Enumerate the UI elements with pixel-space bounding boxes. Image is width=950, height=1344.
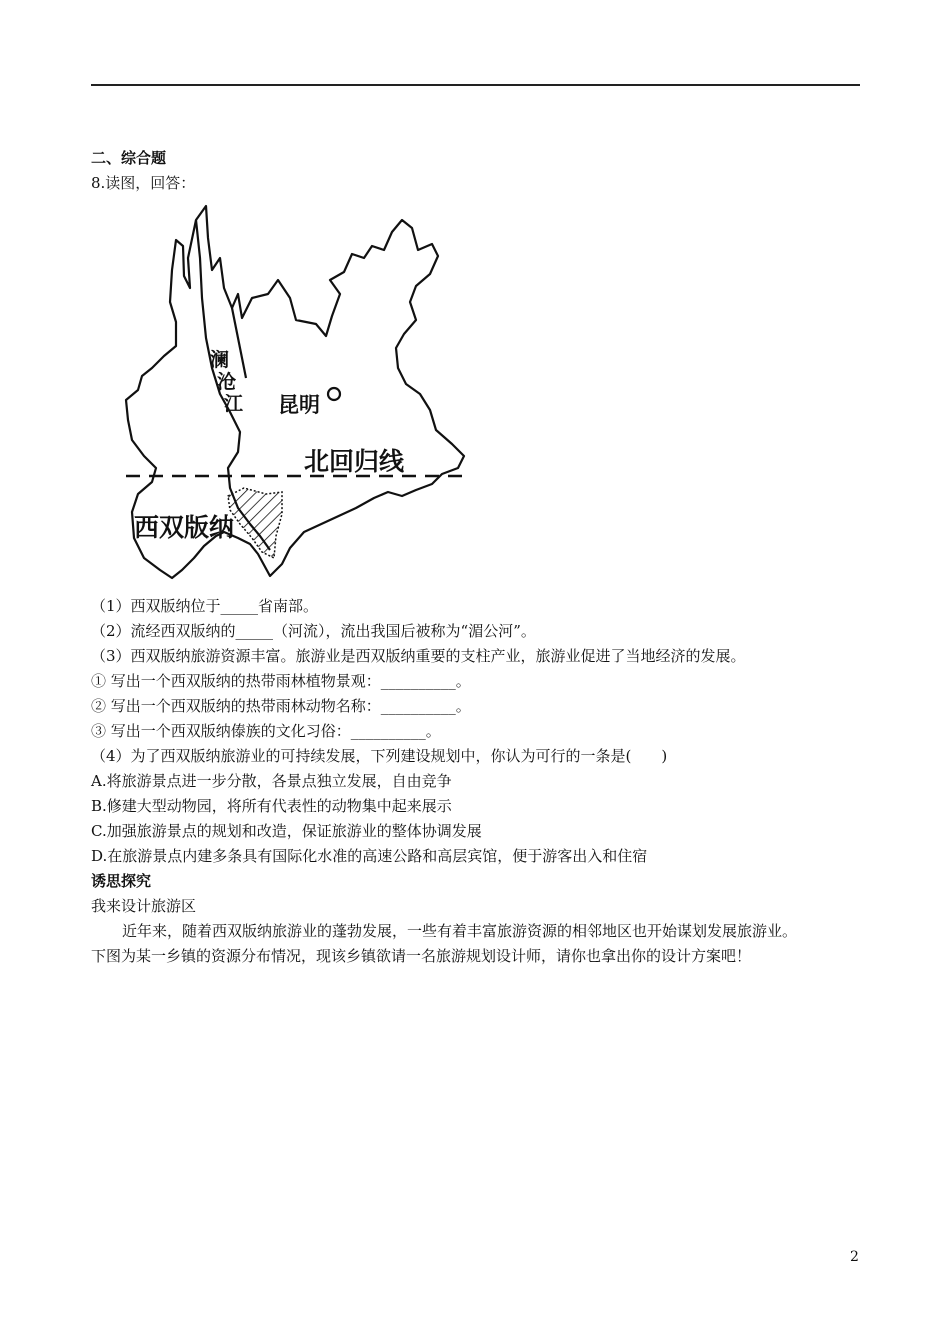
item-2: （2）流经西双版纳的_____（河流），流出我国后被称为“湄公河”。 — [91, 622, 536, 640]
item-3-3: ③ 写出一个西双版纳傣族的文化习俗：__________。 — [91, 722, 441, 740]
item-1: （1）西双版纳位于_____省南部。 — [91, 597, 319, 615]
option-b: B.修建大型动物园，将所有代表性的动物集中起来展示 — [91, 797, 452, 815]
region-label: 西双版纳 — [134, 513, 235, 542]
item-4: （4）为了西双版纳旅游业的可持续发展，下列建设规划中，你认为可行的一条是( ) — [91, 747, 668, 765]
second-river — [232, 308, 246, 378]
page-number: 2 — [850, 1249, 859, 1265]
yunnan-map — [120, 198, 475, 583]
header-rule — [91, 84, 860, 86]
option-d: D.在旅游景点内建多条具有国际化水准的高速公路和高层宾馆，便于游客出入和住宿 — [91, 847, 648, 865]
item-3-1: ① 写出一个西双版纳的热带雨林植物景观：__________。 — [91, 672, 471, 690]
explore-title: 诱思探究 — [91, 872, 152, 890]
kunming-marker — [328, 388, 340, 400]
paragraph-line-1: 近年来，随着西双版纳旅游业的蓬勃发展，一些有着丰富旅游资源的相邻地区也开始谋划发展旅游业。 — [122, 922, 798, 940]
explore-subtitle: 我来设计旅游区 — [91, 897, 197, 915]
option-c: C.加强旅游景点的规划和改造，保证旅游业的整体协调发展 — [91, 822, 482, 840]
section-title: 二、综合题 — [91, 149, 167, 167]
question-text: 8.读图，回答： — [91, 174, 196, 192]
river-label-2: 沧 — [217, 371, 237, 393]
item-3-2: ② 写出一个西双版纳的热带雨林动物名称：__________。 — [91, 697, 471, 715]
river-label-3: 江 — [224, 393, 244, 415]
paragraph-line-2: 下图为某一乡镇的资源分布情况，现该乡镇欲请一名旅游规划设计师，请你也拿出你的设计方案吧！ — [91, 947, 752, 965]
river-label-1: 澜 — [210, 349, 230, 371]
xishuangbanna-region — [228, 488, 282, 558]
item-3: （3）西双版纳旅游资源丰富。旅游业是西双版纳重要的支柱产业，旅游业促进了当地经济的发展。 — [91, 647, 746, 665]
tropic-label: 北回归线 — [304, 447, 405, 476]
option-a: A.将旅游景点进一步分散，各景点独立发展，自由竞争 — [91, 772, 452, 790]
city-label: 昆明 — [278, 393, 320, 417]
